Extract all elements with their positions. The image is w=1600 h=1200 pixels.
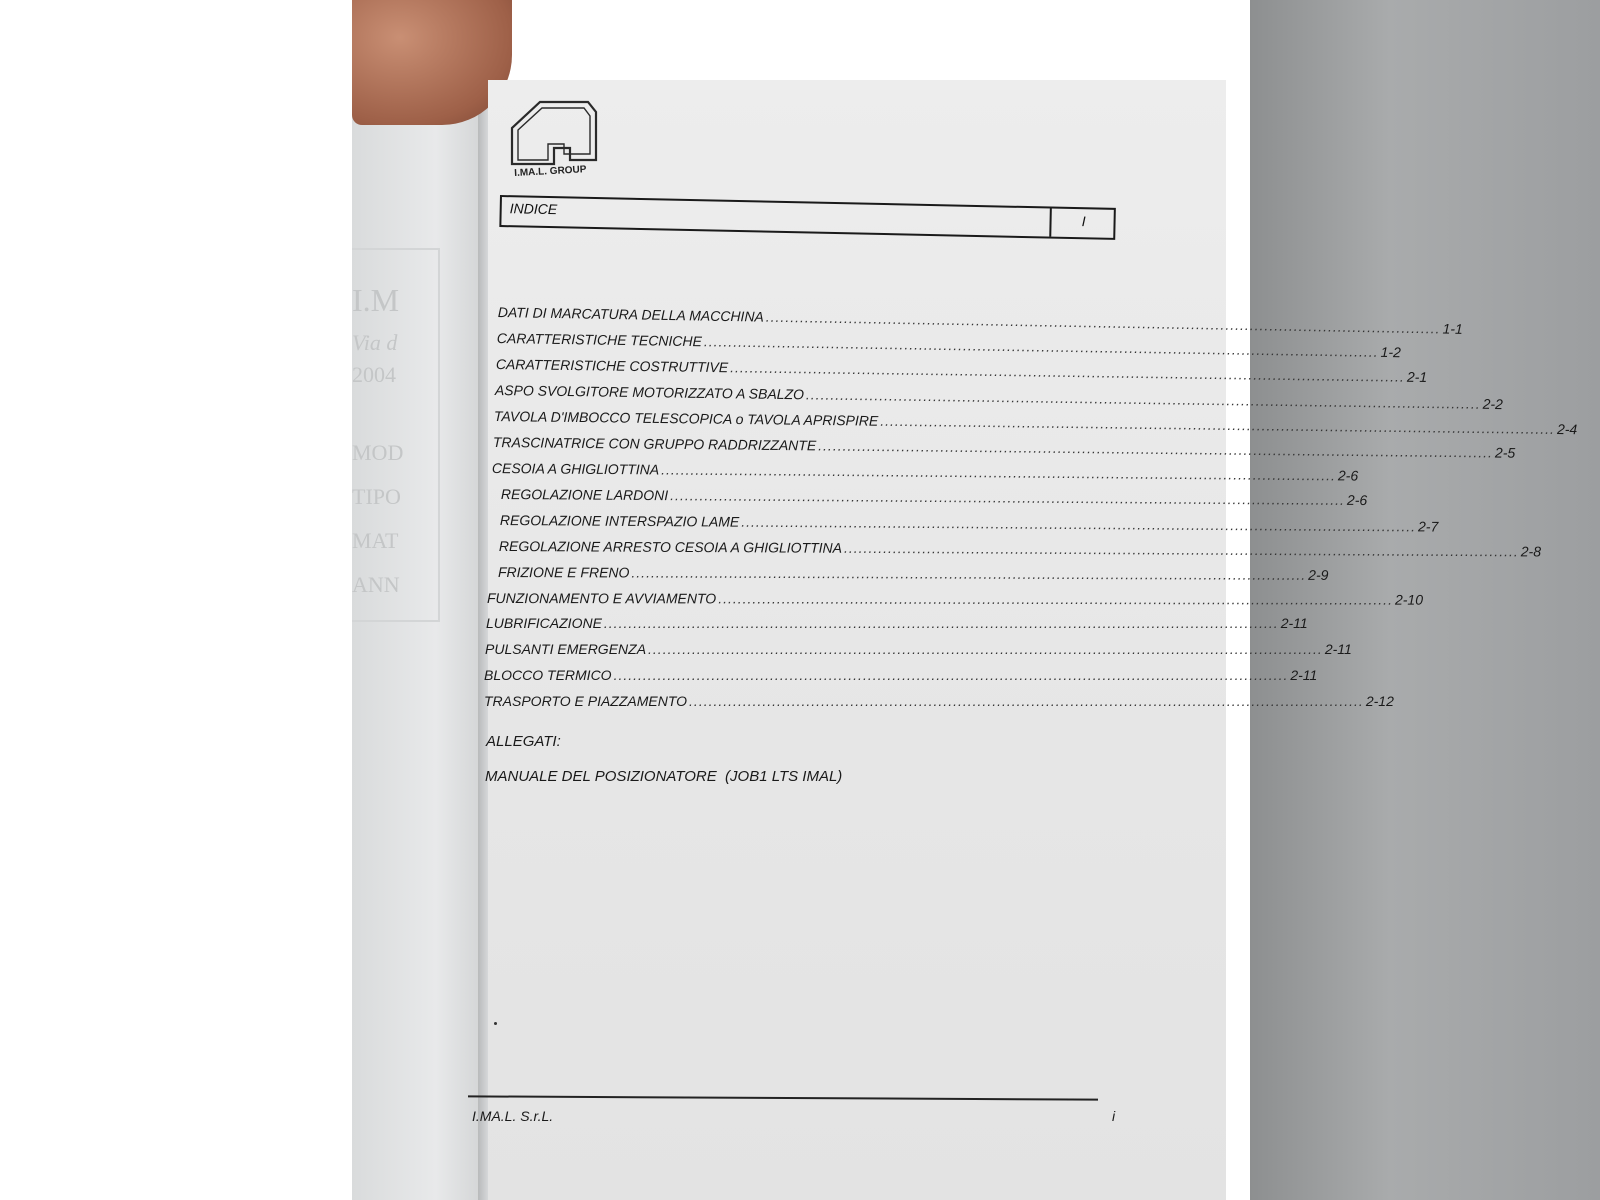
toc-entry — [486, 615, 1308, 631]
toc-entry — [497, 564, 1329, 583]
background-left — [0, 0, 352, 1200]
toc-entry-page: 2-6 — [1346, 491, 1368, 509]
toc-entry-label: TRASCINATRICE CON GRUPPO RADDRIZZANTE — [492, 434, 817, 454]
toc-entry-page: 2-5 — [1494, 444, 1516, 461]
toc-entry-label: REGOLAZIONE ARRESTO CESOIA A GHIGLIOTTINA — [498, 538, 843, 556]
toc-entry-page: 2-9 — [1308, 566, 1329, 583]
toc-entry-label: TAVOLA D'IMBOCCO TELESCOPICA o TAVOLA APRISPIRE — [493, 408, 879, 429]
toc-leader: .......................................................................................................................................... — [843, 539, 1519, 560]
footer-page-number: i — [1112, 1108, 1116, 1124]
toc-entry-page: 2-2 — [1482, 395, 1504, 413]
document-page — [488, 80, 1226, 1200]
toc-entry — [486, 590, 1424, 608]
toc-entry — [485, 641, 1352, 657]
page-speck — [494, 1022, 497, 1025]
toc-entry-page: 2-10 — [1394, 591, 1424, 608]
toc-entry-page: 2-7 — [1417, 518, 1439, 535]
brand-label: I.MA.L. GROUP — [514, 164, 587, 179]
toc-entry-page: 1-2 — [1380, 343, 1401, 361]
footer-company: I.MA.L. S.r.L. — [472, 1108, 554, 1124]
toc-leader: .......................................................................................................................................... — [765, 308, 1441, 337]
toc-entry-page: 2-1 — [1406, 368, 1428, 386]
toc-entry-page: 2-8 — [1520, 543, 1542, 560]
toc-entry-page: 2-11 — [1324, 641, 1352, 657]
toc-entry — [484, 693, 1394, 709]
toc-leader: .......................................................................................................................................... — [613, 667, 1289, 683]
toc-leader: .......................................................................................................................................... — [730, 359, 1406, 385]
left-page-ghost-text: ANN — [352, 572, 400, 597]
toc-leader: .......................................................................................................................................... — [689, 693, 1364, 709]
toc-entry-page: 2-6 — [1337, 467, 1359, 484]
toc-leader: .......................................................................................................................................... — [603, 615, 1279, 631]
toc-entry-page: 2-12 — [1365, 693, 1394, 709]
toc-entry-label: DATI DI MARCATURA DELLA MACCHINA — [497, 304, 764, 325]
toc-leader: .......................................................................................................................................... — [818, 437, 1494, 461]
left-page-ghost-text: MAT — [352, 528, 399, 553]
toc-entry-label: CARATTERISTICHE COSTRUTTIVE — [495, 356, 729, 376]
toc-leader: .......................................................................................................................................... — [670, 487, 1346, 508]
toc-entry — [498, 538, 1542, 560]
attachments-heading: ALLEGATI: — [486, 733, 561, 750]
left-page-ghost-text: TIPO — [352, 484, 401, 509]
toc-entry-label: ASPO SVOLGITORE MOTORIZZATO A SBALZO — [494, 382, 805, 403]
imal-logo-icon — [508, 98, 600, 170]
toc-leader: .......................................................................................................................................... — [741, 513, 1417, 535]
toc-leader: .......................................................................................................................................... — [703, 333, 1379, 360]
left-page — [352, 45, 492, 1200]
attachment-item: MANUALE DEL POSIZIONATORE (JOB1 LTS IMAL) — [485, 768, 843, 785]
left-page-ghost-text: 2004 — [352, 362, 396, 387]
toc-entry-label: REGOLAZIONE INTERSPAZIO LAME — [499, 512, 740, 530]
section-title: INDICE — [509, 200, 558, 218]
header-divider — [1049, 209, 1052, 237]
toc-leader: .......................................................................................................................................... — [648, 641, 1323, 657]
toc-entry-page: 1-1 — [1442, 320, 1463, 337]
left-page-ghost-text: MOD — [352, 440, 404, 465]
toc-entry-label: BLOCCO TERMICO — [484, 667, 612, 683]
toc-entry — [484, 667, 1318, 683]
toc-leader: .......................................................................................................................................... — [661, 461, 1336, 484]
toc-leader: .......................................................................................................................................... — [880, 412, 1556, 437]
left-page-ghost-text: I.M — [352, 282, 400, 318]
toc-entry-label: TRASPORTO E PIAZZAMENTO — [484, 693, 688, 709]
header-page-label: I — [1081, 213, 1086, 230]
toc-entry-label: FUNZIONAMENTO E AVVIAMENTO — [486, 590, 717, 607]
toc-entry-label: PULSANTI EMERGENZA — [485, 641, 647, 657]
toc-entry-label: CARATTERISTICHE TECNICHE — [496, 330, 703, 350]
toc-entry-page: 2-11 — [1290, 667, 1318, 683]
toc-leader: .......................................................................................................................................... — [631, 564, 1307, 583]
toc-leader: .......................................................................................................................................... — [805, 386, 1481, 412]
toc-entry-label: CESOIA A GHIGLIOTTINA — [491, 460, 660, 478]
toc-leader: .......................................................................................................................................... — [718, 590, 1393, 608]
toc-entry-label: LUBRIFICAZIONE — [486, 615, 602, 631]
toc-entry-label: FRIZIONE E FRENO — [497, 564, 630, 581]
toc-entry-label: REGOLAZIONE LARDONI — [500, 486, 669, 504]
toc-entry-page: 2-4 — [1556, 420, 1578, 438]
left-page-ghost-text: Via d — [352, 330, 398, 355]
toc-entry-page: 2-11 — [1280, 615, 1308, 631]
